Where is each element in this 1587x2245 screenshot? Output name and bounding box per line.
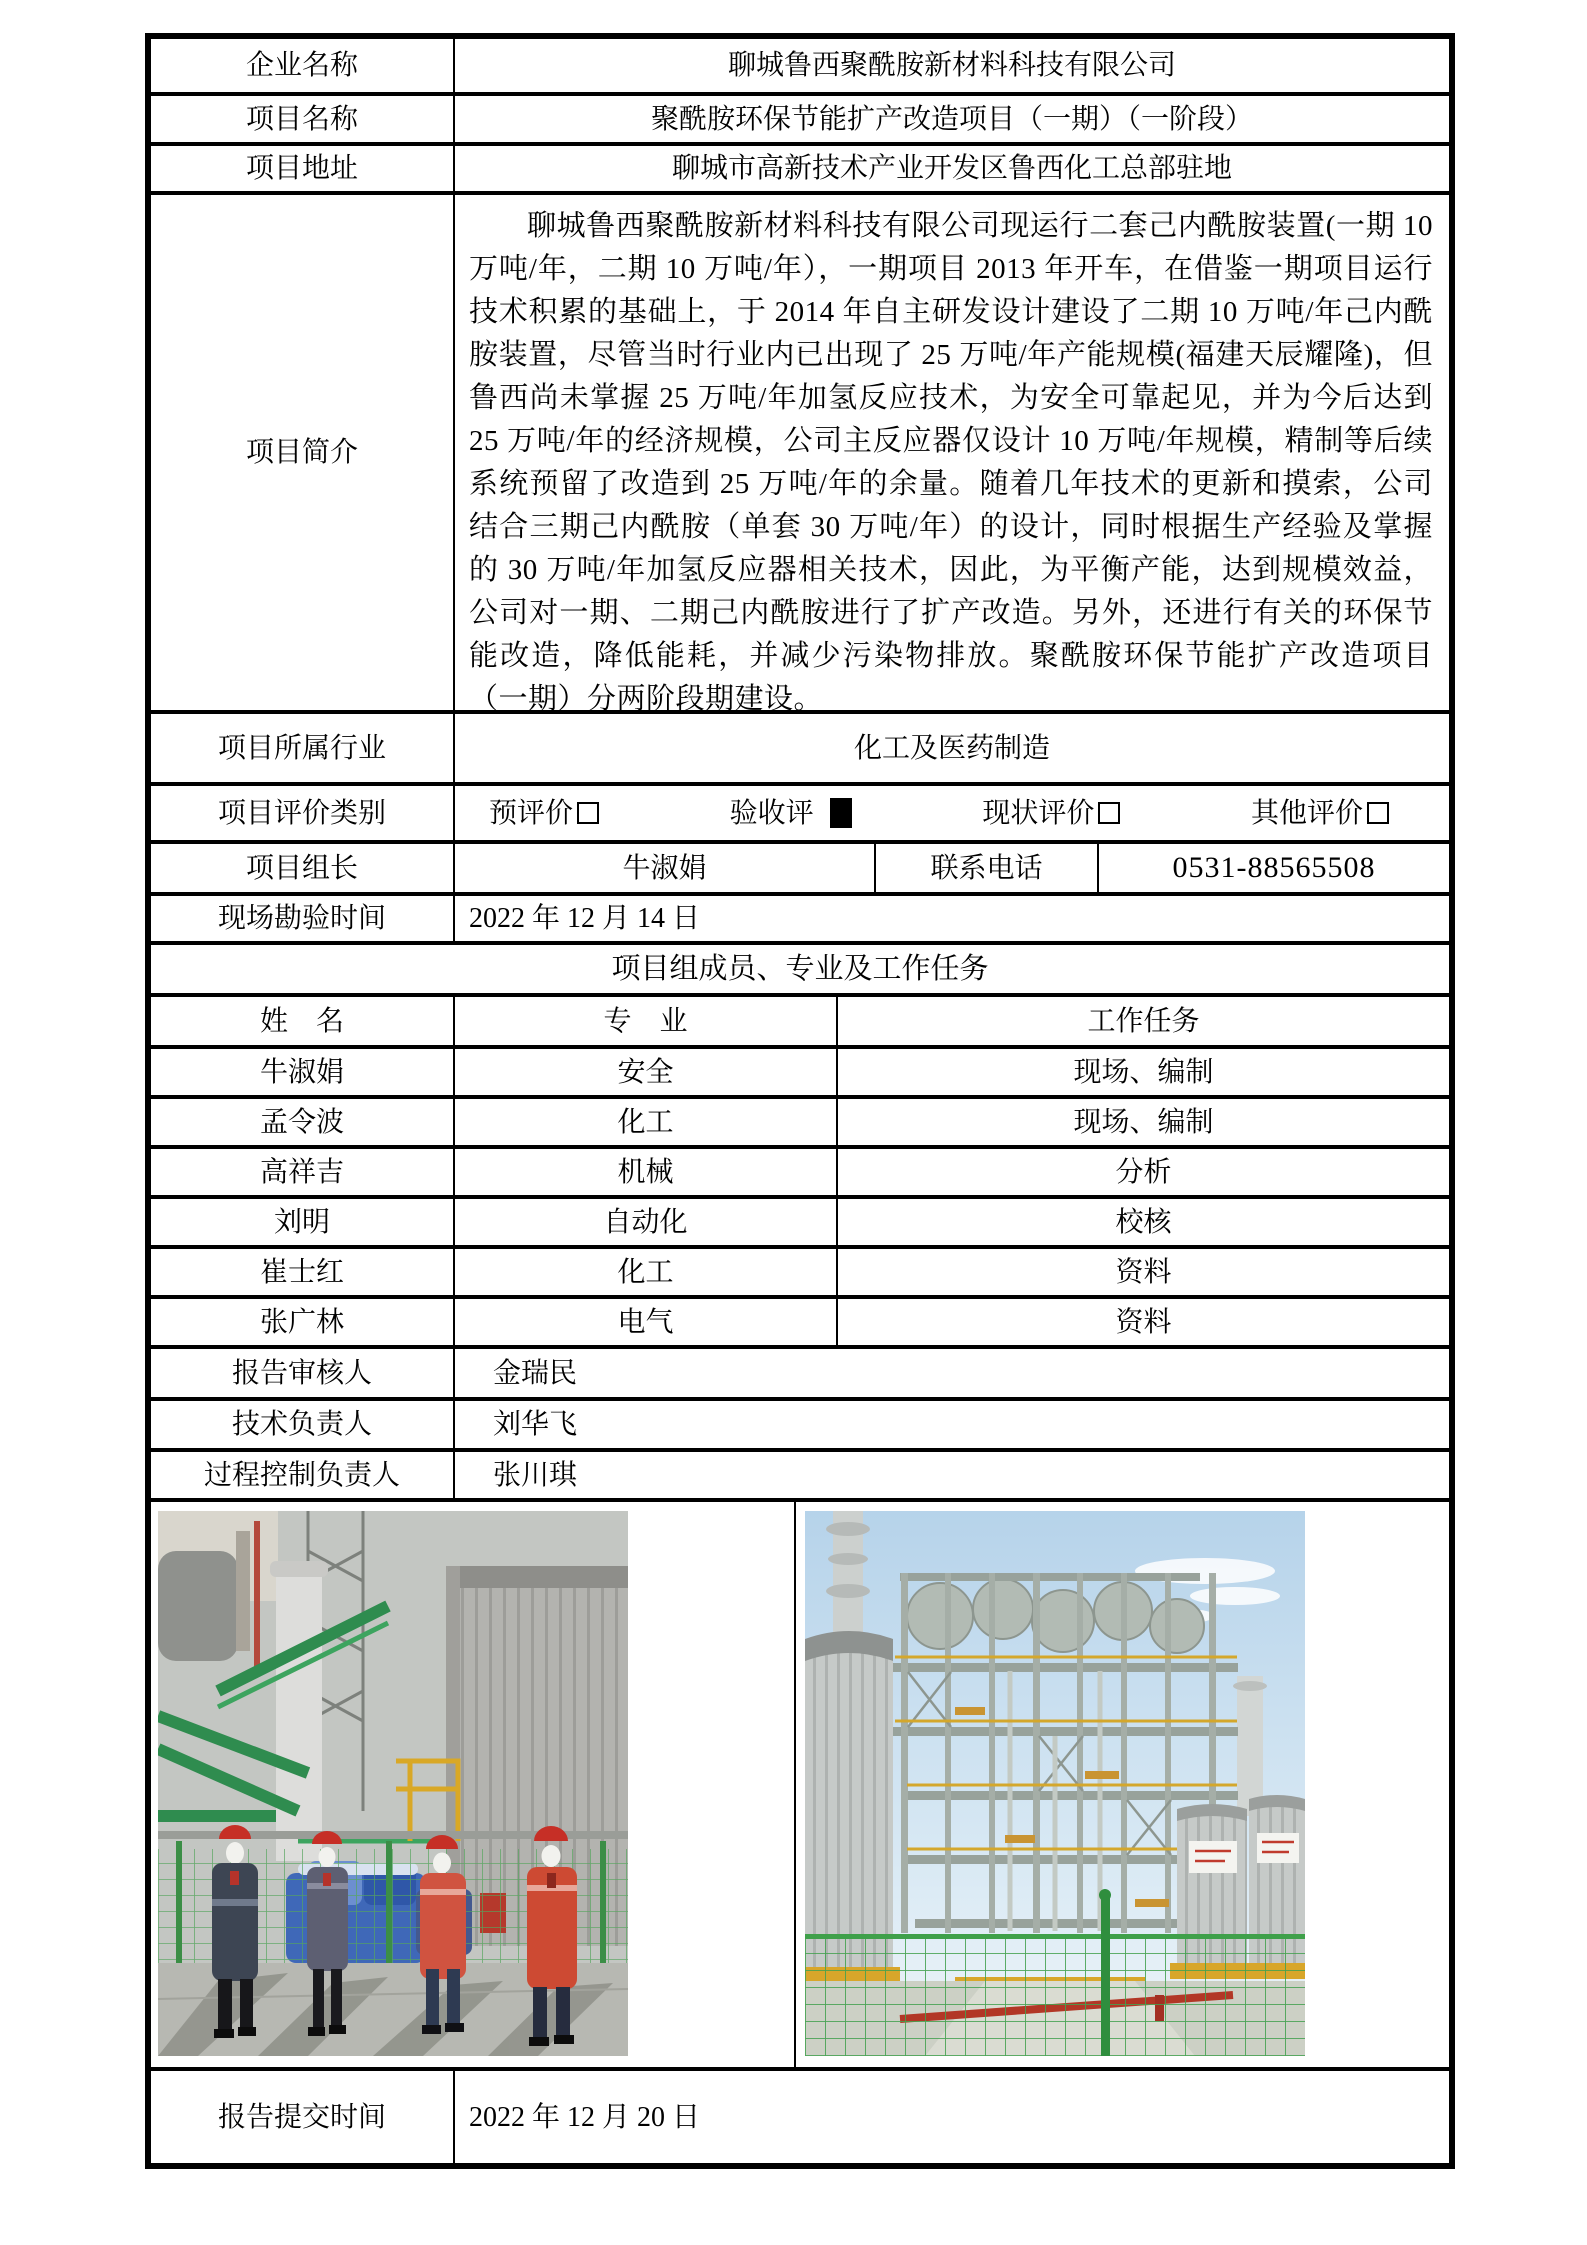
phone-label: 联系电话 xyxy=(876,844,1099,892)
project-name-value: 聚酰胺环保节能扩产改造项目（一期）（一阶段） xyxy=(650,103,1253,135)
tech-lead-row xyxy=(151,1401,1449,1452)
intro-row xyxy=(151,195,1449,714)
member-major-cell: 电气 xyxy=(455,1299,838,1345)
eval-type-row xyxy=(151,786,1449,844)
photos-row xyxy=(151,1502,1449,2071)
leader-row xyxy=(151,844,1449,896)
member-major-cell: 化工 xyxy=(455,1099,838,1145)
submit-date-row xyxy=(151,2071,1449,2163)
members-section-title: 项目组成员、专业及工作任务 xyxy=(611,952,989,985)
project-info-table xyxy=(145,33,1455,2169)
tech-lead-value: 刘华飞 xyxy=(493,1409,578,1440)
eval-option-other xyxy=(1251,796,1389,831)
process-lead-value: 张川琪 xyxy=(493,1459,578,1491)
intro-paragraph: 聊城鲁西聚酰胺新材料科技有限公司现运行二套己内酰胺装置(一期 10 万吨/年，二期 10 万吨/年），一期项目 2013 年开车，在借鉴一期项目运行技术积累的基础上，于 2014 年自主研发设计建设了二期 10 万吨/年己内酰胺装置，尽管当时行业内已出现了 25 万吨/年产能规模(福建天辰耀隆)，但鲁西尚未掌握 25 万吨/年加氢反应技术，为安全可靠起见，并为今后达到 25 万吨/年的经济规模，公司主反应器仅设计 10 万吨/年规模，精制等后续系统预留了改造到 25 万吨/年的余量。随着几年技术的更新和摸索，公司结合三期己内酰胺（单套 30 万吨/年）的设计，同时根据生产经验及掌握的 30 万吨/年加氢反应器相关技术，因此，为平衡产能，达到规模效益，公司对一期、二期己内酰胺进行了扩产改造。另外，还进行有关的环保节能改造，降低能耗，并减少污染物排放。聚酰胺环保节能扩产改造项目（一期）分两阶段期建设。 xyxy=(469,210,1433,715)
leader-value: 牛淑娟 xyxy=(455,844,876,892)
eval-option-pre-checkbox[interactable] xyxy=(577,802,599,824)
site-inspection-workers-photo xyxy=(158,1511,628,2056)
plant-steel-structure-photo xyxy=(805,1511,1305,2056)
member-major-header: 专 业 xyxy=(455,997,838,1045)
eval-option-acceptance-checkbox[interactable] xyxy=(830,798,852,828)
reviewer-label: 报告审核人 xyxy=(151,1349,455,1397)
eval-option-acceptance xyxy=(730,796,852,831)
project-name-row xyxy=(151,96,1449,146)
members-title-row xyxy=(151,945,1449,997)
member-row xyxy=(151,1149,1449,1199)
eval-option-status-checkbox[interactable] xyxy=(1098,802,1120,824)
member-task-cell: 资料 xyxy=(1115,1256,1172,1288)
member-major-cell: 化工 xyxy=(455,1249,838,1295)
member-row xyxy=(151,1249,1449,1299)
member-major-cell: 机械 xyxy=(455,1149,838,1195)
leader-label: 项目组长 xyxy=(151,844,455,892)
submit-date-value: 2022 年 12 月 20 日 xyxy=(469,2101,701,2133)
member-task-cell: 校核 xyxy=(1115,1206,1172,1238)
member-row xyxy=(151,1049,1449,1099)
member-major-cell: 安全 xyxy=(455,1049,838,1095)
member-row xyxy=(151,1199,1449,1249)
eval-option-pre-text: 预评价 xyxy=(489,797,574,829)
eval-option-status xyxy=(982,796,1120,831)
member-name-cell: 牛淑娟 xyxy=(151,1049,455,1095)
member-row xyxy=(151,1099,1449,1149)
company-value: 聊城鲁西聚酰胺新材料科技有限公司 xyxy=(727,50,1176,81)
tech-lead-label: 技术负责人 xyxy=(151,1401,455,1448)
member-name-cell: 崔士红 xyxy=(151,1249,455,1295)
members-header-row xyxy=(151,997,1449,1049)
member-name-cell: 张广林 xyxy=(151,1299,455,1345)
address-row xyxy=(151,146,1449,195)
process-lead-row xyxy=(151,1452,1449,1502)
survey-date-label: 现场勘验时间 xyxy=(151,896,455,941)
member-name-cell: 高祥吉 xyxy=(151,1149,455,1195)
member-major-cell: 自动化 xyxy=(455,1199,838,1245)
member-name-cell: 孟令波 xyxy=(151,1099,455,1145)
member-task-cell: 资料 xyxy=(1115,1306,1172,1338)
address-label: 项目地址 xyxy=(151,146,455,191)
industry-value: 化工及医药制造 xyxy=(853,732,1050,764)
member-task-header: 工作任务 xyxy=(1087,1005,1200,1037)
eval-option-status-text: 现状评价 xyxy=(982,797,1095,829)
survey-date-row xyxy=(151,896,1449,945)
reviewer-row xyxy=(151,1349,1449,1401)
process-lead-label: 过程控制负责人 xyxy=(151,1452,455,1498)
company-label: 企业名称 xyxy=(151,39,455,92)
eval-options xyxy=(455,786,1449,840)
intro-value xyxy=(455,195,1449,715)
industry-label: 项目所属行业 xyxy=(151,714,455,782)
phone-value: 0531-88565508 xyxy=(1172,851,1376,885)
project-name-label: 项目名称 xyxy=(151,96,455,142)
eval-option-pre xyxy=(489,796,599,831)
member-task-cell: 分析 xyxy=(1115,1156,1172,1188)
eval-option-acceptance-text: 验收评 xyxy=(729,797,814,829)
left-photo-cell xyxy=(151,1502,796,2067)
member-task-cell: 现场、编制 xyxy=(1073,1106,1214,1138)
member-name-cell: 刘明 xyxy=(151,1199,455,1245)
company-row xyxy=(151,39,1449,96)
eval-option-other-text: 其他评价 xyxy=(1250,797,1363,829)
eval-option-other-checkbox[interactable] xyxy=(1367,802,1389,824)
member-name-header: 姓 名 xyxy=(151,997,455,1045)
member-row xyxy=(151,1299,1449,1349)
member-task-cell: 现场、编制 xyxy=(1073,1056,1214,1088)
survey-date-value: 2022 年 12 月 14 日 xyxy=(469,903,701,934)
submit-date-label: 报告提交时间 xyxy=(151,2071,455,2163)
industry-row xyxy=(151,714,1449,786)
reviewer-value: 金瑞民 xyxy=(493,1357,578,1389)
eval-type-label: 项目评价类别 xyxy=(151,786,455,840)
right-photo-cell xyxy=(796,1502,1449,2067)
address-value: 聊城市高新技术产业开发区鲁西化工总部驻地 xyxy=(671,153,1232,184)
intro-label: 项目简介 xyxy=(151,195,455,710)
